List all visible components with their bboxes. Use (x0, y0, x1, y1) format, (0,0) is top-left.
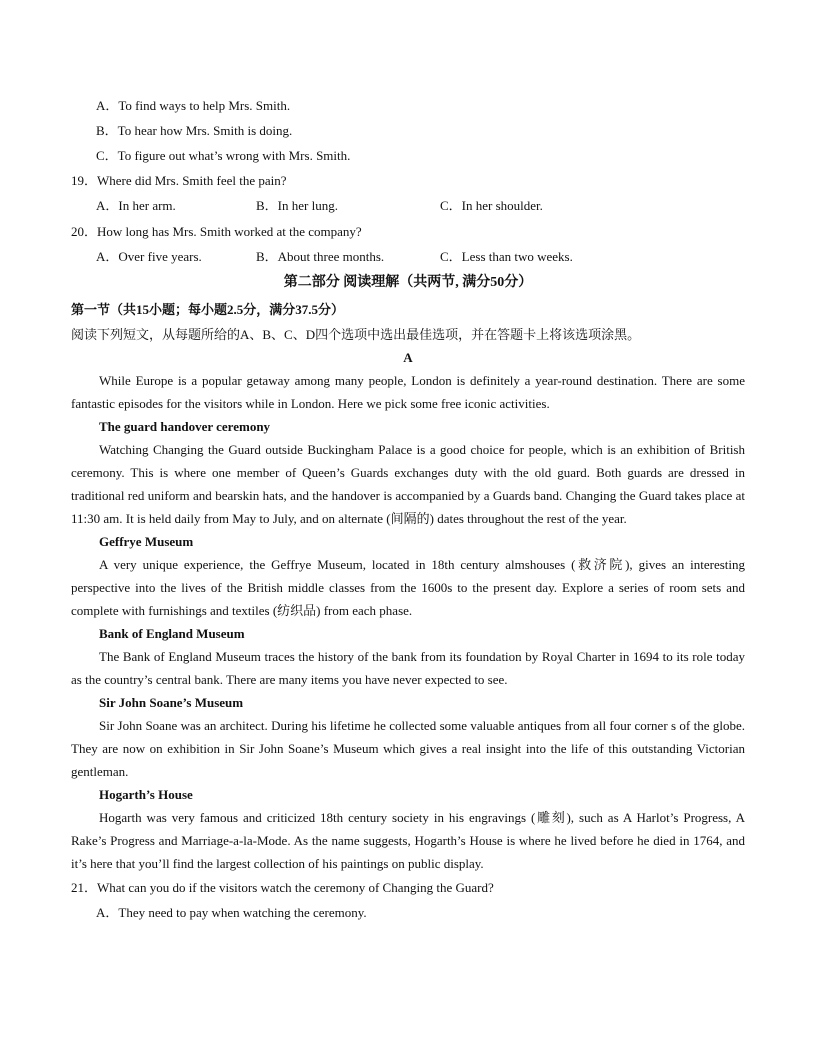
section-text: A very unique experience, the Geffrye Museum, located in 18th century almshouses (救济院), gives an interesting perspective into the lives of the British middle classes from the 1600s to the present day. Explore a series of room sets and complete with furnishings and textiles (纺织品) from each phase. (71, 557, 745, 619)
intro-text: While Europe is a popular getaway among many people, London is definitely a year-round destination. There are some fantastic episodes for the visitors while in London. Here we pick some free iconic activities. (71, 373, 745, 412)
exam-page (71, 93, 745, 925)
section-title: 第一节（共15小题；每小题2.5分，满分37.5分） (71, 302, 345, 318)
q20-option-c: C．Less than two weeks. (440, 248, 573, 264)
section-body (71, 714, 745, 783)
instruction: 阅读下列短文，从每题所给的A、B、C、D四个选项中选出最佳选项，并在答题卡上将该选项涂黑。 (71, 327, 641, 343)
q20-option-a: A．Over five years. (96, 248, 202, 264)
section-heading: Hogarth’s House (99, 787, 193, 803)
q18-options (71, 93, 745, 168)
section-heading: Sir John Soane’s Museum (99, 695, 244, 711)
q18-option-a: A．To find ways to help Mrs. Smith. (96, 98, 291, 113)
q20-option-b: B．About three months. (256, 248, 385, 264)
section-body (71, 438, 745, 530)
section-heading: The guard handover ceremony (99, 419, 271, 435)
q19-option-a: A．In her arm. (96, 198, 176, 214)
q19-option-b: B．In her lung. (256, 198, 338, 214)
section-text: Sir John Soane was an architect. During his lifetime he collected some valuable antiques from all four corner s of the globe. They are now on exhibition in Sir John Soane’s Museum which gives a real insight into the life of this outstanding Victorian gentleman. (71, 718, 745, 780)
section-text: Watching Changing the Guard outside Buckingham Palace is a good choice for people, which is an exhibition of British ceremony. This is where one member of Queen’s Guards exchanges duty with the old guard. Both guards are dressed in traditional red uniform and bearskin hats, and the handover is accompanied by a Guards band. Changing the Guard takes place at 11:30 am. It is held daily from May to July, and on alternate (间隔的) dates throughout the rest of the year. (71, 442, 745, 527)
q20-stem: 20．How long has Mrs. Smith worked at the company? (71, 223, 362, 239)
section-body (71, 806, 745, 875)
part-title: 第二部分 阅读理解（共两节, 满分50分） (283, 275, 533, 291)
section-text: Hogarth was very famous and criticized 18th century society in his engravings (雕刻), such as A Harlot’s Progress, A Rake’s Progress and Marriage-a-la-Mode. As the name suggests, Hogarth’s House is where he lived before he died in 1764, and it’s here that you’ll find the largest collection of his paintings on public display. (71, 810, 745, 872)
section-text: The Bank of England Museum traces the history of the bank from its foundation by Royal Charter in 1694 to its role today as the country’s central bank. There are many items you have never expected to see. (71, 649, 745, 688)
passage-label: A (403, 350, 413, 366)
q19-option-c: C．In her shoulder. (440, 198, 543, 214)
q21-option-a: A．They need to pay when watching the ceremony. (96, 905, 367, 921)
section-body (71, 645, 745, 691)
q20-options (71, 244, 745, 269)
q19-stem: 19．Where did Mrs. Smith feel the pain? (71, 173, 287, 188)
passage-intro (71, 369, 745, 415)
section-heading: Bank of England Museum (99, 626, 245, 642)
section-body (71, 553, 745, 622)
q18-option-c: C．To figure out what’s wrong with Mrs. Smith. (96, 148, 351, 163)
q19-options (71, 193, 745, 218)
q21-stem: 21．What can you do if the visitors watch the ceremony of Changing the Guard? (71, 880, 494, 896)
q18-option-b: B．To hear how Mrs. Smith is doing. (96, 123, 293, 138)
section-heading: Geffrye Museum (99, 534, 194, 550)
